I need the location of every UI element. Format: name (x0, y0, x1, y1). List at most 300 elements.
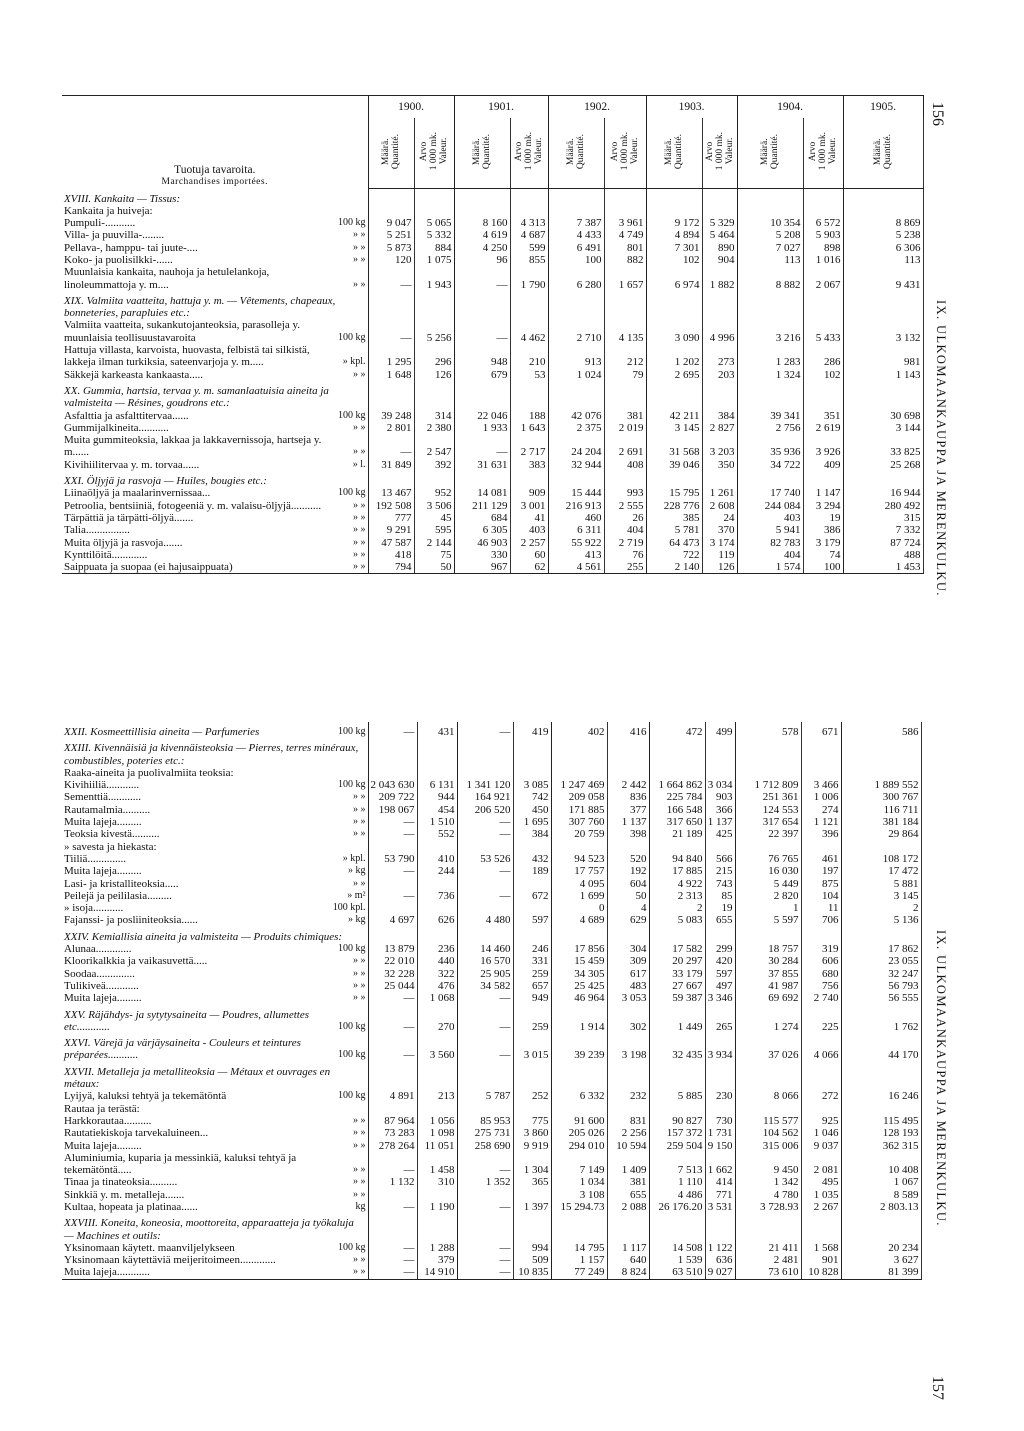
quantity-cell: 5 597 (735, 914, 801, 926)
row-unit: » » (324, 537, 368, 549)
value-cell: 296 (414, 344, 454, 369)
quantity-cell: 73 283 (368, 1127, 417, 1139)
column-header-text: Määrä. Quantité. (381, 133, 401, 169)
row-label: XXIV. Kemiallisia aineita ja valmisteita — Produits chimiques: (62, 927, 368, 943)
value-cell: 351 (803, 410, 843, 422)
row-unit: » » (324, 561, 368, 574)
value-cell: 3 174 (702, 537, 737, 549)
quantity-cell: 20 234 (841, 1242, 921, 1254)
value-cell (705, 1213, 735, 1242)
value-cell: 3 466 (801, 779, 841, 791)
row-unit: » » (324, 1176, 368, 1188)
row-unit: 100 kg (324, 410, 368, 422)
quantity-cell: 679 (454, 369, 510, 381)
quantity-column-header (454, 118, 510, 189)
row-label: Peilejä ja peililasia......... (64, 889, 172, 902)
value-cell (510, 189, 548, 205)
row-unit: » » (324, 1189, 368, 1201)
row-unit: » » (324, 500, 368, 512)
quantity-cell: 4 619 (454, 229, 510, 241)
quantity-cell: 22 397 (735, 828, 801, 840)
quantity-cell: 6 305 (454, 524, 510, 536)
value-cell: 3 860 (513, 1127, 551, 1139)
value-cell: 272 (801, 1090, 841, 1102)
row-label: Sementtiä............ (64, 791, 141, 804)
value-cell: 771 (705, 1189, 735, 1201)
quantity-cell: 1 341 120 (457, 779, 513, 791)
value-cell: 629 (607, 914, 649, 926)
value-cell: 655 (607, 1189, 649, 1201)
quantity-cell (735, 767, 801, 779)
table-row (62, 853, 921, 865)
value-cell: 1 288 (417, 1242, 457, 1254)
value-cell: 244 (417, 865, 457, 877)
quantity-cell: 46 964 (551, 992, 607, 1004)
row-unit: » kpl. (324, 344, 368, 369)
quantity-cell: 1 143 (843, 369, 923, 381)
table-row (62, 1213, 921, 1242)
quantity-cell: 5 885 (649, 1090, 705, 1102)
value-cell: 1 882 (702, 266, 737, 291)
value-cell: 742 (513, 791, 551, 803)
value-cell (513, 902, 551, 914)
value-cell (604, 381, 646, 410)
value-cell: 319 (801, 943, 841, 955)
quantity-cell: 472 (649, 722, 705, 738)
value-cell: 5 903 (803, 229, 843, 241)
value-cell: 944 (417, 791, 457, 803)
value-cell: 420 (705, 955, 735, 967)
quantity-cell (368, 902, 417, 914)
quantity-cell: 22 046 (454, 410, 510, 422)
value-cell: 273 (702, 344, 737, 369)
value-cell: 9 150 (705, 1140, 735, 1152)
row-label: Teoksia kivestä.......... (64, 828, 160, 841)
quantity-cell: 14 081 (454, 487, 510, 499)
quantity-cell: 26 176.20 (649, 1201, 705, 1213)
year-header: 1904. (737, 96, 843, 119)
quantity-cell: — (457, 1152, 513, 1177)
quantity-cell: 578 (735, 722, 801, 738)
value-cell: 102 (803, 369, 843, 381)
table-row (62, 487, 923, 499)
table-row (62, 537, 923, 549)
quantity-cell: 10 408 (841, 1152, 921, 1177)
value-cell: 2 547 (414, 434, 454, 459)
quantity-cell (548, 291, 604, 320)
quantity-cell (368, 878, 417, 890)
quantity-cell (457, 1103, 513, 1115)
quantity-cell (843, 471, 923, 487)
value-cell: 19 (803, 512, 843, 524)
row-label: Raaka-aineita ja puolivalmiita teoksia: (62, 767, 368, 779)
value-cell: 2 257 (510, 537, 548, 549)
table-row (62, 767, 921, 779)
value-cell: 9 919 (513, 1140, 551, 1152)
quantity-cell (454, 471, 510, 487)
quantity-cell: 4 095 (551, 878, 607, 890)
value-cell (417, 1189, 457, 1201)
quantity-cell: 9 172 (646, 217, 702, 229)
value-cell: 461 (801, 853, 841, 865)
quantity-cell: 17 757 (551, 865, 607, 877)
value-cell (801, 767, 841, 779)
row-label: Muunlaisia kankaita, nauhoja ja hetulelankoja, linoleummattoja y. m.... (64, 266, 270, 291)
quantity-cell: 10 354 (737, 217, 803, 229)
year-header: 1903. (646, 96, 737, 119)
value-cell: 775 (513, 1115, 551, 1127)
quantity-cell: 6 974 (646, 266, 702, 291)
value-cell: 743 (705, 878, 735, 890)
row-unit: » » (324, 549, 368, 561)
quantity-cell: 460 (548, 512, 604, 524)
value-cell (414, 381, 454, 410)
quantity-cell: 216 913 (548, 500, 604, 512)
column-header-text: Määrä. Quantité. (472, 133, 492, 169)
quantity-cell (368, 189, 414, 205)
value-cell: 26 (604, 512, 646, 524)
quantity-cell: 73 610 (735, 1266, 801, 1279)
row-unit: » » (324, 828, 368, 840)
row-label: Tinaa ja tinateoksia.......... (64, 1176, 178, 1189)
value-cell: 322 (417, 968, 457, 980)
value-cell: 74 (803, 549, 843, 561)
value-cell: 2 088 (607, 1201, 649, 1213)
value-cell: 75 (414, 549, 454, 561)
value-cell (801, 1213, 841, 1242)
value-cell: 672 (513, 890, 551, 902)
value-cell: 398 (607, 828, 649, 840)
value-cell (607, 767, 649, 779)
quantity-cell: 228 776 (646, 500, 702, 512)
quantity-cell: 7 027 (737, 242, 803, 254)
quantity-cell: 5 251 (368, 229, 414, 241)
quantity-cell: 294 010 (551, 1140, 607, 1152)
value-cell: 855 (510, 254, 548, 266)
quantity-cell (454, 205, 510, 217)
quantity-cell (368, 291, 414, 320)
quantity-cell: 6 306 (843, 242, 923, 254)
value-cell: 1 137 (607, 816, 649, 828)
quantity-cell (368, 1062, 417, 1091)
value-cell (417, 841, 457, 853)
value-cell: 14 910 (417, 1266, 457, 1279)
quantity-cell: 3 728.93 (735, 1201, 801, 1213)
value-cell: 189 (513, 865, 551, 877)
value-cell: 655 (705, 914, 735, 926)
row-unit: » » (324, 955, 368, 967)
quantity-cell: 225 784 (649, 791, 705, 803)
quantity-cell (368, 1213, 417, 1242)
quantity-cell: 17 862 (841, 943, 921, 955)
table-row (62, 524, 923, 536)
quantity-cell: 15 459 (551, 955, 607, 967)
row-unit: » » (324, 791, 368, 803)
quantity-cell: 1 914 (551, 1005, 607, 1034)
value-cell: 403 (510, 524, 548, 536)
row-label: Lasi- ja kristalliteoksia..... (64, 877, 179, 890)
value-cell (417, 767, 457, 779)
row-label: XXII. Kosmeettillisia aineita — Parfumeries (64, 726, 260, 738)
quantity-cell (735, 1213, 801, 1242)
quantity-cell (843, 205, 923, 217)
value-cell: 10 835 (513, 1266, 551, 1279)
table-row (62, 434, 923, 459)
value-cell (702, 471, 737, 487)
value-cell: 386 (803, 524, 843, 536)
value-cell: 3 085 (513, 779, 551, 791)
table-row (62, 968, 921, 980)
quantity-cell: 77 249 (551, 1266, 607, 1279)
row-unit: » » (324, 254, 368, 266)
quantity-cell: 116 711 (841, 804, 921, 816)
quantity-cell: 7 301 (646, 242, 702, 254)
value-cell: 606 (801, 955, 841, 967)
quantity-cell: — (457, 1033, 513, 1062)
quantity-cell: 113 (843, 254, 923, 266)
value-cell (417, 878, 457, 890)
quantity-cell: 53 790 (368, 853, 417, 865)
value-cell: 4 749 (604, 229, 646, 241)
quantity-cell: — (368, 1254, 417, 1266)
quantity-cell (551, 738, 607, 767)
quantity-cell: 35 936 (737, 434, 803, 459)
value-cell (702, 189, 737, 205)
quantity-cell: 31 631 (454, 459, 510, 471)
value-cell: 736 (417, 890, 457, 902)
table-row (62, 804, 921, 816)
quantity-cell (548, 189, 604, 205)
value-cell (607, 738, 649, 767)
value-cell: 24 (702, 512, 737, 524)
value-cell: 483 (607, 980, 649, 992)
quantity-cell: 16 246 (841, 1090, 921, 1102)
row-label: Alunaa............. (64, 943, 132, 956)
quantity-cell: — (368, 434, 414, 459)
value-cell (803, 471, 843, 487)
value-cell (705, 841, 735, 853)
value-cell: 366 (705, 804, 735, 816)
quantity-cell (457, 1189, 513, 1201)
quantity-cell: 1 034 (551, 1176, 607, 1188)
table-title: Tuotuja tavaroita. (174, 163, 256, 176)
value-cell: 396 (801, 828, 841, 840)
quantity-cell: 34 722 (737, 459, 803, 471)
value-cell: 425 (705, 828, 735, 840)
quantity-cell: 2 803.13 (841, 1201, 921, 1213)
quantity-cell: 87 724 (843, 537, 923, 549)
quantity-cell: 1 574 (737, 561, 803, 574)
quantity-cell: 209 722 (368, 791, 417, 803)
value-cell: 4 462 (510, 319, 548, 344)
quantity-cell: 3 132 (843, 319, 923, 344)
row-label: Muita gummiteoksia, lakkaa ja lakkavernissoja, hartseja y. m...... (64, 434, 322, 459)
value-cell (705, 767, 735, 779)
row-label: Hattuja villasta, karvoista, huovasta, felbistä tai silkistä, lakkeja ilman turkiksia, sateenvarjoja y. m..... (64, 344, 310, 369)
quantity-cell: 31 568 (646, 434, 702, 459)
quantity-cell (649, 841, 705, 853)
quantity-cell: 315 (843, 512, 923, 524)
row-label: XIX. Valmiita vaatteita, hattuja y. m. — Vêtements, chapeaux, bonneteries, parapluies etc.: (62, 291, 368, 320)
row-label: XXI. Öljyjä ja rasvoja — Huiles, bougies etc.: (62, 471, 368, 487)
quantity-cell: 1 067 (841, 1176, 921, 1188)
value-cell: 450 (513, 804, 551, 816)
quantity-cell: — (368, 266, 414, 291)
row-label: Muita lajeja......... (64, 992, 142, 1005)
quantity-cell: 8 160 (454, 217, 510, 229)
quantity-cell: 9 047 (368, 217, 414, 229)
quantity-cell: — (454, 319, 510, 344)
value-cell: 476 (417, 980, 457, 992)
quantity-cell: 3 216 (737, 319, 803, 344)
value-cell: 79 (604, 369, 646, 381)
row-label: » isoja........... (64, 902, 124, 915)
value-cell: 50 (607, 890, 649, 902)
quantity-cell: 32 247 (841, 968, 921, 980)
row-label: Muita lajeja......... (64, 865, 142, 878)
value-cell: 901 (801, 1254, 841, 1266)
column-header-text: Arvo 1 000 mk. Valeur. (610, 132, 640, 171)
row-label: XXIII. Kivennäisiä ja kivennäisteoksia — Pierres, terres minéraux, combustibles, poteries etc.: (62, 738, 368, 767)
quantity-cell: 4 922 (649, 878, 705, 890)
quantity-cell (457, 841, 513, 853)
quantity-cell (368, 767, 417, 779)
row-unit: » » (324, 816, 368, 828)
running-head-top: IX. ULKOMAANKAUPPA JA MERENKULKU. (934, 300, 948, 597)
row-label: Kivihiilitervaa y. m. torvaa...... (64, 458, 200, 471)
quantity-cell (735, 841, 801, 853)
quantity-cell: 2 (649, 902, 705, 914)
quantity-cell (841, 841, 921, 853)
value-cell: 230 (705, 1090, 735, 1102)
quantity-cell: 4 891 (368, 1090, 417, 1102)
quantity-cell (551, 767, 607, 779)
value-cell: 212 (604, 344, 646, 369)
value-cell: 756 (801, 980, 841, 992)
row-unit: 100 kg (324, 487, 368, 499)
row-unit: 100 kpl. (324, 902, 368, 914)
quantity-cell: 32 944 (548, 459, 604, 471)
quantity-cell: 1 889 552 (841, 779, 921, 791)
quantity-cell: 258 690 (457, 1140, 513, 1152)
value-cell (801, 927, 841, 943)
quantity-cell: 8 066 (735, 1090, 801, 1102)
value-cell: 259 (513, 1005, 551, 1034)
value-cell (513, 738, 551, 767)
quantity-cell: 1 664 862 (649, 779, 705, 791)
quantity-cell: 7 332 (843, 524, 923, 536)
quantity-cell: 22 010 (368, 955, 417, 967)
quantity-cell: 115 495 (841, 1115, 921, 1127)
value-cell: 236 (417, 943, 457, 955)
value-cell: 2 740 (801, 992, 841, 1004)
value-cell: 8 824 (607, 1266, 649, 1279)
quantity-cell: 46 903 (454, 537, 510, 549)
quantity-cell (646, 381, 702, 410)
quantity-cell: 317 650 (649, 816, 705, 828)
quantity-cell: 16 944 (843, 487, 923, 499)
imports-table-lower (62, 722, 922, 1280)
column-header-text: Määrä. Quantité. (566, 133, 586, 169)
quantity-cell: 7 513 (649, 1152, 705, 1177)
value-cell: 617 (607, 968, 649, 980)
value-cell: 381 (607, 1176, 649, 1188)
quantity-cell (368, 738, 417, 767)
value-cell: 246 (513, 943, 551, 955)
value-cell: 392 (414, 459, 454, 471)
row-label: XXVIII. Koneita, koneosia, moottoreita, apparaatteja ja työkaluja — Machines et outils: (62, 1213, 368, 1242)
quantity-cell: 115 577 (735, 1115, 801, 1127)
quantity-cell: 2 140 (646, 561, 702, 574)
row-unit: » » (324, 422, 368, 434)
quantity-cell: 17 740 (737, 487, 803, 499)
quantity-cell (735, 1103, 801, 1115)
column-header-text: Arvo 1 000 mk. Valeur. (808, 132, 838, 171)
quantity-cell: 3 145 (841, 890, 921, 902)
row-unit: » » (324, 1140, 368, 1152)
table-row (62, 1103, 921, 1115)
quantity-column-header (368, 118, 414, 189)
quantity-cell: 9 291 (368, 524, 414, 536)
row-unit: » » (324, 968, 368, 980)
row-unit: 100 kg (324, 722, 368, 738)
value-cell: 4 135 (604, 319, 646, 344)
value-cell (801, 1062, 841, 1091)
value-cell: 3 961 (604, 217, 646, 229)
quantity-cell: 166 548 (649, 804, 705, 816)
value-cell: 595 (414, 524, 454, 536)
quantity-cell: 100 (548, 254, 604, 266)
quantity-cell: 41 987 (735, 980, 801, 992)
value-cell: 383 (510, 459, 548, 471)
row-unit: » » (324, 980, 368, 992)
quantity-cell (737, 291, 803, 320)
table-row (62, 1127, 921, 1139)
quantity-cell (454, 381, 510, 410)
quantity-cell: 25 044 (368, 980, 417, 992)
quantity-cell: 2 (841, 902, 921, 914)
quantity-cell: 15 795 (646, 487, 702, 499)
quantity-cell: 1 539 (649, 1254, 705, 1266)
value-cell: 909 (510, 487, 548, 499)
quantity-cell: 967 (454, 561, 510, 574)
value-cell: 60 (510, 549, 548, 561)
quantity-cell: 259 504 (649, 1140, 705, 1152)
quantity-cell (843, 291, 923, 320)
value-cell (417, 1213, 457, 1242)
quantity-cell: 280 492 (843, 500, 923, 512)
quantity-cell: 20 297 (649, 955, 705, 967)
value-cell (417, 1103, 457, 1115)
value-cell: 903 (705, 791, 735, 803)
year-header: 1905. (843, 96, 923, 119)
value-cell: 11 051 (417, 1140, 457, 1152)
value-cell: 509 (513, 1254, 551, 1266)
value-cell (414, 205, 454, 217)
quantity-cell: — (457, 722, 513, 738)
value-cell: 274 (801, 804, 841, 816)
value-cell: 636 (705, 1254, 735, 1266)
quantity-cell: 1 (735, 902, 801, 914)
value-cell: 1 035 (801, 1189, 841, 1201)
value-cell: 1 731 (705, 1127, 735, 1139)
quantity-cell: 13 467 (368, 487, 414, 499)
quantity-cell: 94 840 (649, 853, 705, 865)
quantity-cell: 64 473 (646, 537, 702, 549)
quantity-cell: 91 600 (551, 1115, 607, 1127)
table-row (62, 1266, 921, 1279)
row-label: Pellava-, hamppu- tai juute-.... (64, 241, 198, 254)
